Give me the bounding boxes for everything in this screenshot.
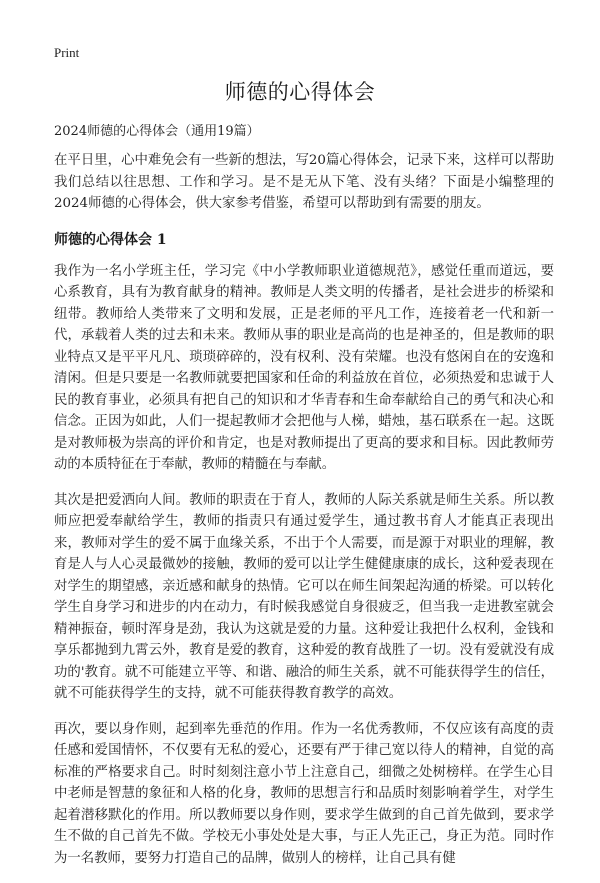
body-paragraph-2: 其次是把爱洒向人间。教师的职责在于育人，教师的人际关系就是师生关系。所以教师应把爱奉献给学生，教师的指责只有通过爱学生，通过教书育人才能真正表现出来，教师对学生的爱不属于血缘关系，不出于个人需要，而是源于对职业的理解，教育是人与人心灵最微妙的接触，教师的爱可以让学生健健康康的成长，这种爱表现在对学生的期望感，亲近感和献身的热情。它可以在师生间架起沟通的桥梁。可以转化学生自身学习和进步的内在动力，有时候我感觉自身很疲乏，但当我一走进教室就会精神振奋，顿时浑身是劲，我认为这就是爱的力量。这种爱让我把什么权利，金钱和享乐都抛到九霄云外，教育是爱的教育，这种爱的教育战胜了一切。没有爱就没有成功的'教育。就不可能建立平等、和谐、融洽的师生关系，就不可能获得学生的信任，就不可能获得学生的支持，就不可能获得教育教学的高效。 [54, 492, 554, 701]
article-body [54, 150, 554, 883]
intro-paragraph: 在平日里，心中难免会有一些新的想法，写20篇心得体会，记录下来，这样可以帮助我们总结以往思想、工作和学习。是不是无从下笔、没有头绪？下面是小编整理的2024师德的心得体会，供大家参考借鉴，希望可以帮助到有需要的朋友。 [54, 153, 554, 211]
document-subtitle: 2024师德的心得体会（通用19篇） [54, 124, 260, 139]
section-heading: 师德的心得体会 1 [54, 231, 167, 248]
print-link[interactable]: Print [54, 45, 80, 60]
body-paragraph-3: 再次，要以身作则，起到率先垂范的作用。作为一名优秀教师，不仅应该有高度的责任感和爱国情怀，不仅要有无私的爱心，还要有严于律己宽以待人的精神，自觉的高标准的严格要求自己。时时刻刻注意小节上注意自己，细微之处树榜样。在学生心目中老师是智慧的象征和人格的化身，教师的思想言行和品质时刻影响着学生，对学生起着潜移默化的作用。所以教师要以身作则，要求学生做到的自己首先做到，要求学生不做的自己首先不做。学校无小事处处是大事，与正人先正己，身正为范。同时作为一名教师，要努力打造自己的品牌，做别人的榜样，让自己具有健 [54, 721, 554, 866]
body-paragraph-1: 我作为一名小学班主任，学习完《中小学教师职业道德规范》，感觉任重而道远，要心系教育，具有为教育献身的精神。教师是人类文明的传播者，是社会进步的桥梁和纽带。教师给人类带来了文明和发展，正是老师的平凡工作，连接着老一代和新一代，承载着人类的过去和未来。教师从事的职业是高尚的也是神圣的，但是教师的职业特点又是平平凡凡、琐琐碎碎的，没有权利、没有荣耀。也没有悠闲自在的安逸和清闲。但是只要是一名教师就要把国家和任命的利益放在首位，必须热爱和忠诚于人民的教育事业，必须具有把自己的知识和才华青春和生命奉献给自己的勇气和决心和信念。正因为如此，人们一提起教师才会把他与人梯，蜡烛，基石联系在一起。这既是对教师极为崇高的评价和肯定，也是对教师提出了更高的要求和目标。因此教师劳动的本质特征在于奉献，教师的精髓在与奉献。 [54, 263, 554, 472]
page-title: 师德的心得体会 [224, 80, 376, 104]
